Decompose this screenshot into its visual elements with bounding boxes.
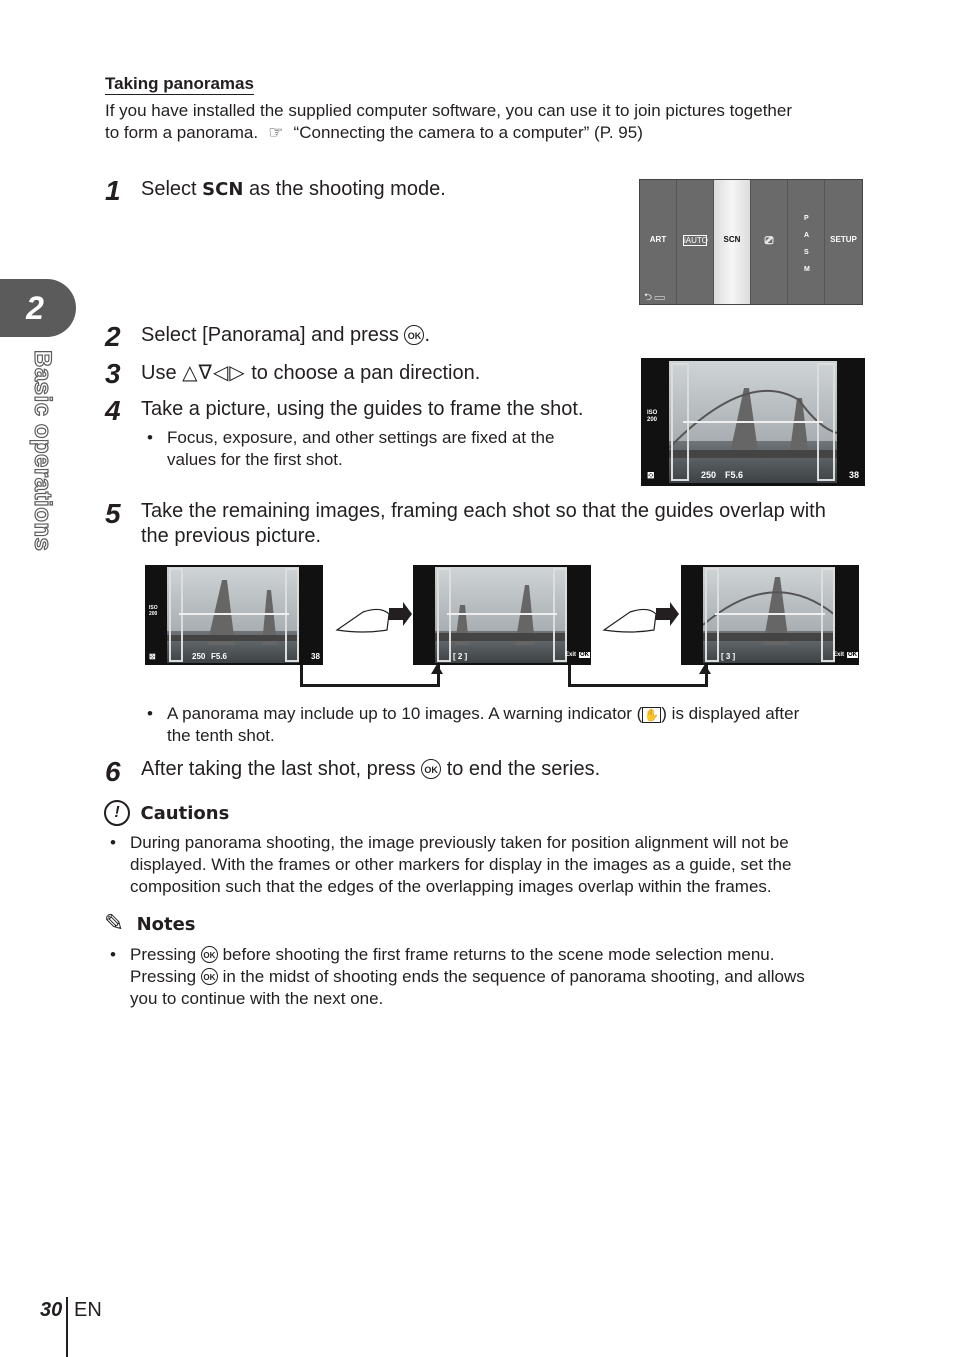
cautions-line-1: During panorama shooting, the image previously taken for position alignment will not be — [130, 833, 789, 852]
intro-paragraph — [105, 100, 905, 144]
caution-icon: ! — [104, 800, 130, 826]
ok-button-icon: OK — [201, 946, 218, 963]
cautions-title: Cautions — [140, 802, 230, 824]
step-3-number: 3 — [105, 358, 121, 389]
step-6-text — [141, 757, 600, 782]
cautions-header — [104, 800, 229, 828]
intro-line-2-text: to form a panorama. — [105, 123, 259, 142]
ok-button-icon: OK — [404, 325, 424, 345]
notes-header — [104, 912, 196, 940]
step-5-line-1: Take the remaining images, framing each shot so that the guides overlap with — [141, 500, 826, 522]
step-5-bullet-text-a: A panorama may include up to 10 images. A warning indicator ( — [167, 704, 643, 723]
page-number: 30 — [40, 1299, 63, 1321]
sequence-screen-3: [ 3 ] Exit OK — [681, 565, 859, 665]
notes-line-1-b: before shooting the first frame returns to the scene mode selection menu. — [217, 945, 775, 964]
reference-hand-icon: ☞ — [268, 123, 284, 142]
step-4-bullet-line-2: values for the first shot. — [167, 450, 343, 469]
arrow-pad-icon: △∇◁▷ — [182, 360, 246, 384]
sequence-connector-2 — [568, 665, 708, 687]
mode-movie — [751, 180, 788, 304]
sequence-screen-1: ISO 200 ⊠ 250 F5.6 38 — [145, 565, 323, 665]
connector-arrow-1 — [431, 664, 443, 674]
mode-setup: SETUP — [830, 235, 857, 244]
step-3-pre: Use — [141, 362, 183, 384]
sequence-connector-1 — [300, 665, 440, 687]
step-4-bullet: • Focus, exposure, and other settings are fixed at the values for the first shot. — [147, 428, 555, 469]
ok-button-icon: OK — [421, 759, 441, 779]
movie-icon: ⎚ — [764, 235, 774, 247]
scn-mode-label: SCN — [202, 179, 244, 200]
mode-pasm: P A S M — [788, 180, 825, 304]
chapter-label — [8, 350, 56, 552]
return-icon: ⮌ ▭ — [644, 292, 665, 303]
cautions-bullet: • During panorama shooting, the image previously taken for position alignment will not be displayed. With the frames or other markers for display in the images as a guide, set the composition such that the edges of the overlapping images overlap within the frames. — [110, 833, 792, 896]
step-1-text — [141, 177, 446, 202]
camera-shake-warning-icon: ✋ — [644, 708, 660, 722]
step-5-bullet-text-b: ) is displayed after — [661, 704, 800, 723]
step-3-post: to choose a pan direction. — [245, 362, 481, 384]
step-6-number: 6 — [105, 756, 121, 787]
notes-line-2-b: in the midst of shooting ends the sequence of panorama shooting, and allows — [217, 967, 805, 986]
notes-bullet: • Pressing OK before shooting the first frame returns to the scene mode selection menu. Pressing OK in the midst of shooting ends the sequence of panorama shooting, and allows you to continue with the next one. — [110, 945, 805, 1008]
step-5-bullet-line-1 — [167, 703, 799, 725]
section-heading-text: Taking panoramas — [105, 74, 254, 93]
notes-line-1 — [130, 944, 805, 966]
mode-art: ART — [640, 180, 677, 304]
cautions-line-3: composition such that the edges of the overlapping images overlap within the frames. — [130, 877, 772, 896]
step-2-text — [141, 323, 430, 348]
connector-arrow-2 — [699, 664, 711, 674]
chapter-number: 2 — [26, 290, 44, 326]
ok-button-icon: OK — [201, 968, 218, 985]
step-5-bullet: • A panorama may include up to 10 images. A warning indicator ( ✋ ) is displayed after the tenth shot. — [147, 704, 800, 745]
shot-count: 38 — [849, 470, 860, 480]
notes-line-1-a: Pressing — [130, 945, 201, 964]
step-2-pre: Select [Panorama] and press — [141, 324, 405, 346]
notes-line-2 — [130, 966, 805, 988]
chapter-label-text: Basic operations — [29, 350, 56, 552]
aperture-readout: F5.6 — [725, 470, 744, 480]
step-6-post: to end the series. — [441, 758, 601, 780]
step-4-number: 4 — [105, 395, 121, 426]
intro-reference: “Connecting the camera to a computer” (P. 95) — [293, 123, 643, 142]
pan-hand-icon-2 — [600, 600, 680, 640]
notes-line-3: you to continue with the next one. — [130, 989, 384, 1008]
mode-dial-screen — [639, 179, 863, 305]
section-heading — [105, 74, 254, 95]
step-6-pre: After taking the last shot, press — [141, 758, 422, 780]
pan-hand-icon-1 — [333, 600, 413, 640]
cautions-line-2: displayed. With the frames or other markers for display in the images as a guide, set the — [130, 855, 792, 874]
bridge-image — [669, 378, 837, 478]
mode-scn: SCN — [714, 180, 751, 304]
step-5-number: 5 — [105, 498, 121, 529]
step-2-post: . — [424, 324, 431, 346]
step-3-text — [141, 360, 480, 386]
step-5-bullet-line-2: the tenth shot. — [167, 726, 275, 745]
shutter-readout: 250 — [701, 470, 717, 480]
notes-title: Notes — [136, 913, 196, 935]
camera-screen-step-4 — [641, 358, 865, 486]
notes-line-2-a: Pressing — [130, 967, 201, 986]
step-5-line-2: the previous picture. — [141, 525, 322, 547]
panorama-icon: ⊠ — [647, 470, 655, 480]
step-5-text — [141, 499, 826, 549]
step-4-bullet-line-1: Focus, exposure, and other settings are fixed at the — [167, 428, 555, 447]
step-4-text: Take a picture, using the guides to frame the shot. — [141, 398, 584, 420]
step-1-pre: Select — [141, 178, 203, 200]
language-code: EN — [74, 1299, 102, 1321]
intro-line-2 — [105, 122, 905, 144]
sequence-screen-2: [ 2 ] Exit OK — [413, 565, 591, 665]
intro-line-1: If you have installed the supplied computer software, you can use it to join pictures together — [105, 101, 793, 120]
iso-readout: ISO 200 — [647, 410, 658, 423]
notes-pencil-icon: ✎ — [104, 910, 125, 937]
footer-divider — [66, 1297, 68, 1357]
step-1-number: 1 — [105, 175, 121, 206]
step-1-post: as the shooting mode. — [243, 178, 446, 200]
step-2-number: 2 — [105, 321, 121, 352]
mode-iauto: iAUTO — [677, 180, 714, 304]
